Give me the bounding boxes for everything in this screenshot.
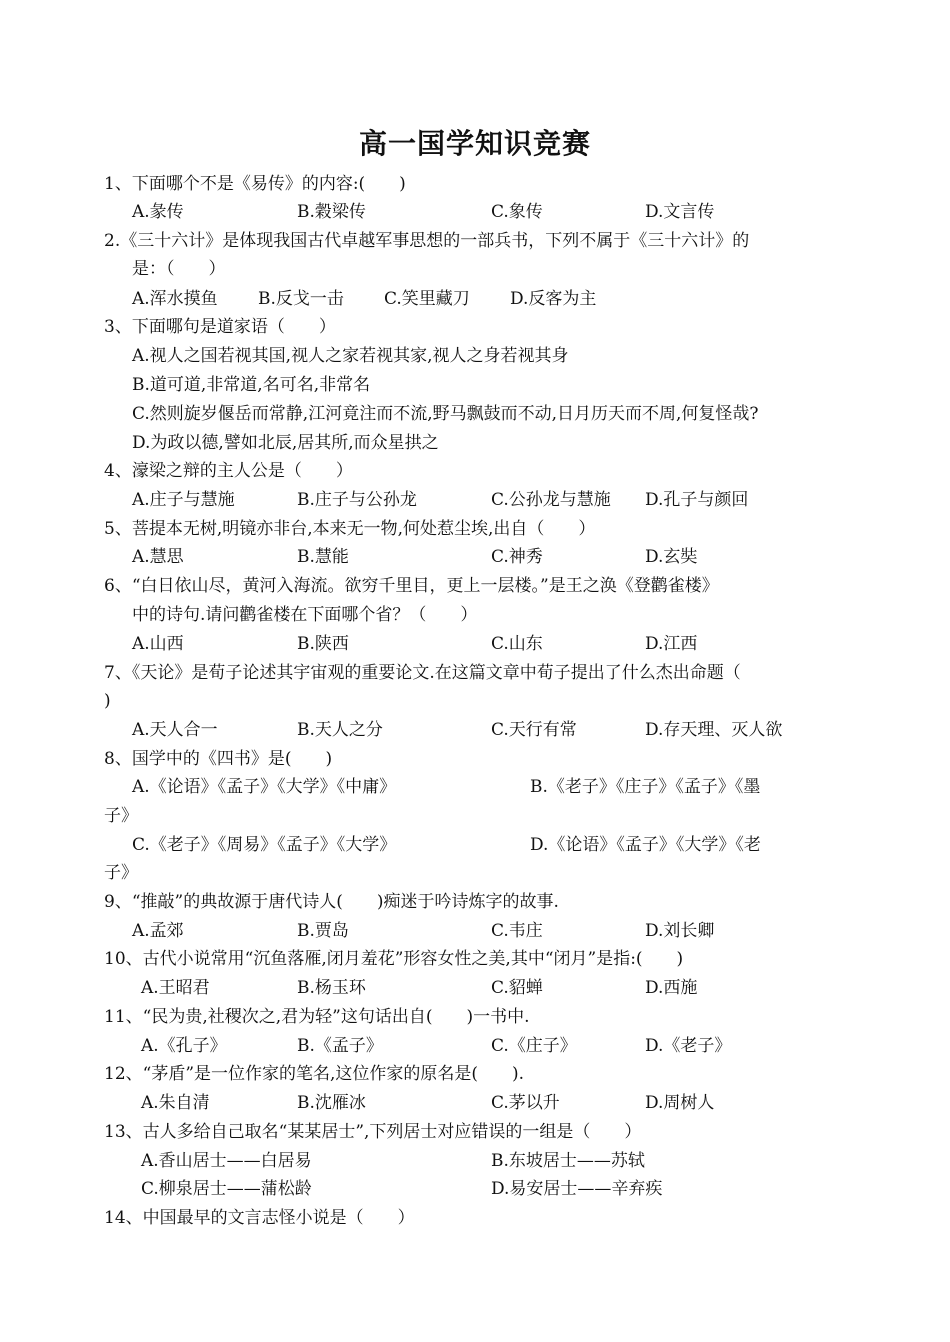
question-10-option-d: D.西施: [645, 978, 698, 998]
question-12-option-b: B.沈雁冰: [297, 1093, 366, 1113]
question-1-option-b: B.穀梁传: [297, 202, 366, 222]
question-11-option-c: C.《庄子》: [491, 1036, 577, 1056]
question-7-stem-cont: ): [104, 691, 111, 711]
question-11-option-a: A.《孔子》: [141, 1036, 227, 1056]
question-4-option-c: C.公孙龙与慧施: [491, 490, 611, 510]
question-1-option-a: A.彖传: [132, 202, 184, 222]
question-6-option-d: D.江西: [645, 634, 698, 654]
question-8-stem: 8、国学中的《四书》是( ): [104, 749, 333, 769]
question-10-stem: 10、古代小说常用“沉鱼落雁,闭月羞花”形容女性之美,其中“闭月”是指:( ): [104, 949, 684, 969]
page-title: 高一国学知识竞赛: [358, 127, 591, 160]
question-4-option-d: D.孔子与颜回: [645, 490, 749, 510]
question-1-option-d: D.文言传: [645, 202, 715, 222]
question-9-option-a: A.孟郊: [132, 921, 184, 941]
question-8-option-b-cont: 子》: [104, 806, 138, 826]
question-3-option-a: A.视人之国若视其国,视人之家若视其家,视人之身若视其身: [132, 346, 569, 366]
question-8-option-b: B.《老子》《庄子》《孟子》《墨: [530, 777, 761, 797]
question-9-option-c: C.韦庄: [491, 921, 543, 941]
question-2-stem: 2.《三十六计》是体现我国古代卓越军事思想的一部兵书，下列不属于《三十六计》的: [104, 231, 750, 251]
question-10-option-c: C.貂蝉: [491, 978, 543, 998]
question-1-stem: 1、下面哪个不是《易传》的内容:( ): [104, 174, 406, 194]
question-10-option-a: A.王昭君: [141, 978, 210, 998]
question-3-option-d: D.为政以德,譬如北辰,居其所,而众星拱之: [132, 433, 439, 453]
question-4-option-a: A.庄子与慧施: [132, 490, 235, 510]
question-11-option-b: B.《孟子》: [297, 1036, 383, 1056]
question-3-option-b: B.道可道,非常道,名可名,非常名: [132, 375, 371, 395]
question-12-stem: 12、“茅盾”是一位作家的笔名,这位作家的原名是( ).: [104, 1064, 525, 1084]
question-8-option-c: C.《老子》《周易》《孟子》《大学》: [132, 835, 397, 855]
question-10-option-b: B.杨玉环: [297, 978, 366, 998]
question-8-option-d-cont: 子》: [104, 863, 138, 883]
question-3-option-c: C.然则旋岁偃岳而常静,江河竟注而不流,野马飘鼓而不动,日月历天而不周,何复怪哉?: [132, 404, 759, 424]
question-4-option-b: B.庄子与公孙龙: [297, 490, 417, 510]
question-5-option-d: D.玄奘: [645, 547, 698, 567]
question-6-option-a: A.山西: [132, 634, 184, 654]
question-7-option-a: A.天人合一: [132, 720, 218, 740]
question-14-stem: 14、中国最早的文言志怪小说是（ ）: [104, 1208, 415, 1228]
question-3-stem: 3、下面哪句是道家语（ ）: [104, 317, 336, 337]
question-12-option-a: A.朱自清: [141, 1093, 210, 1113]
question-13-option-c: C.柳泉居士——蒲松龄: [141, 1179, 312, 1199]
question-13-option-b: B.东坡居士——苏轼: [491, 1151, 645, 1171]
question-8-option-a: A.《论语》《孟子》《大学》《中庸》: [132, 777, 397, 797]
question-13-option-a: A.香山居士——白居易: [141, 1151, 312, 1171]
question-2-option-d: D.反客为主: [510, 289, 597, 309]
question-9-option-b: B.贾岛: [297, 921, 349, 941]
question-4-stem: 4、濠梁之辩的主人公是（ ）: [104, 461, 353, 481]
question-1-option-c: C.象传: [491, 202, 543, 222]
question-5-option-a: A.慧思: [132, 547, 184, 567]
question-2-option-a: A.浑水摸鱼: [132, 289, 218, 309]
question-7-option-d: D.存天理、灭人欲: [645, 720, 783, 740]
question-7-stem: 7、《天论》是荀子论述其宇宙观的重要论文.在这篇文章中荀子提出了什么杰出命题（: [104, 663, 741, 683]
question-6-option-c: C.山东: [491, 634, 543, 654]
question-6-stem: 6、“白日依山尽，黄河入海流。欲穷千里目，更上一层楼。”是王之涣《登鹳雀楼》: [104, 576, 719, 596]
question-11-option-d: D.《老子》: [645, 1036, 732, 1056]
question-2-option-c: C.笑里藏刀: [384, 289, 470, 309]
question-2-stem-cont: 是：（ ）: [132, 259, 226, 279]
question-8-option-d: D.《论语》《孟子》《大学》《老: [530, 835, 761, 855]
question-5-stem: 5、菩提本无树,明镜亦非台,本来无一物,何处惹尘埃,出自（ ）: [104, 519, 596, 539]
question-11-stem: 11、“民为贵,社稷次之,君为轻”这句话出自( )一书中.: [104, 1007, 530, 1027]
question-6-option-b: B.陕西: [297, 634, 349, 654]
question-13-option-d: D.易安居士——辛弃疾: [491, 1179, 663, 1199]
question-7-option-b: B.天人之分: [297, 720, 383, 740]
question-9-option-d: D.刘长卿: [645, 921, 715, 941]
question-12-option-c: C.茅以升: [491, 1093, 560, 1113]
question-2-option-b: B.反戈一击: [258, 289, 344, 309]
question-5-option-c: C.神秀: [491, 547, 543, 567]
question-6-stem-cont: 中的诗句.请问鹳雀楼在下面哪个省？（ ）: [132, 605, 478, 625]
question-13-stem: 13、古人多给自己取名“某某居士”,下列居士对应错误的一组是（ ）: [104, 1122, 642, 1142]
question-12-option-d: D.周树人: [645, 1093, 715, 1113]
question-5-option-b: B.慧能: [297, 547, 349, 567]
question-9-stem: 9、“推敲”的典故源于唐代诗人( )痴迷于吟诗炼字的故事.: [104, 892, 559, 912]
question-7-option-c: C.天行有常: [491, 720, 577, 740]
